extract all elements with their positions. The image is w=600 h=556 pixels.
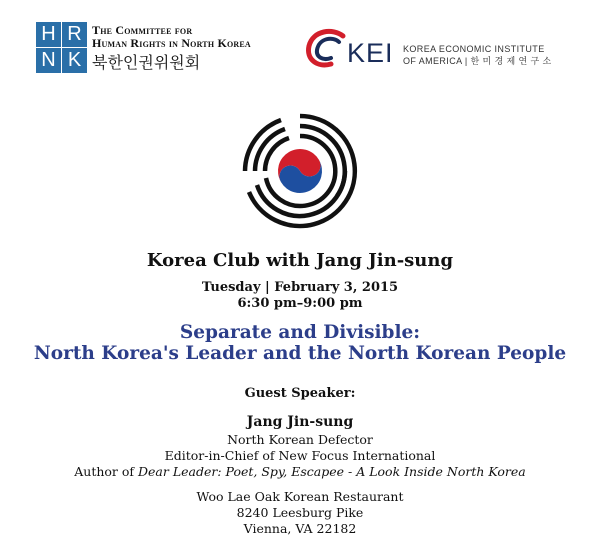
book-title: Dear Leader: Poet, Spy, Escapee - A Look Inside North Korea <box>138 464 526 479</box>
event-time: 6:30 pm–9:00 pm <box>237 296 363 311</box>
hrnk-logo <box>36 22 86 72</box>
event-subtitle <box>0 322 600 364</box>
kei-logo <box>303 26 573 76</box>
kei-swoosh-logo-icon <box>303 26 349 72</box>
venue-name: Woo Lae Oak Korean Restaurant <box>196 489 404 504</box>
event-title: Korea Club with Jang Jin-sung <box>146 250 454 271</box>
speaker-role2: Editor-in-Chief of New Focus International <box>164 448 436 463</box>
venue-street: 8240 Leesburg Pike <box>236 505 364 520</box>
event-datetime <box>0 280 600 312</box>
hrnk-name-line2: Human Rights in North Korea <box>92 36 251 50</box>
venue-address <box>0 489 600 537</box>
venue-city: Vienna, VA 22182 <box>243 521 357 536</box>
guest-speaker-label: Guest Speaker: <box>244 386 356 401</box>
kei-name-line1: KOREA ECONOMIC INSTITUTE <box>403 44 545 54</box>
hrnk-korean-name: 북한인권위원회 <box>92 53 201 72</box>
logo-header <box>0 22 600 82</box>
kei-acronym: KEI <box>347 38 394 68</box>
event-date: Tuesday | February 3, 2015 <box>201 280 399 295</box>
kei-name-block <box>403 43 552 67</box>
speaker-name: Jang Jin-sung <box>246 414 354 430</box>
hrnk-name-block <box>92 24 251 74</box>
hrnk-letter: K <box>62 48 87 73</box>
hrnk-letter: H <box>36 22 61 47</box>
event-subtitle-line1: Separate and Divisible: <box>179 322 421 343</box>
book-prefix: Author of <box>74 464 139 479</box>
hrnk-name-line1: The Committee for <box>92 23 193 37</box>
speaker-role1: North Korean Defector <box>227 432 373 447</box>
speaker-book <box>0 464 600 480</box>
taegeuk-concentric-emblem-icon <box>241 112 359 230</box>
speaker-description <box>0 432 600 480</box>
kei-name-line2: OF AMERICA | 한 미 경 제 연 구 소 <box>403 56 552 66</box>
event-subtitle-line2: North Korea's Leader and the North Korean People <box>33 343 567 364</box>
hrnk-letter: R <box>62 22 87 47</box>
hrnk-letter: N <box>36 48 61 73</box>
